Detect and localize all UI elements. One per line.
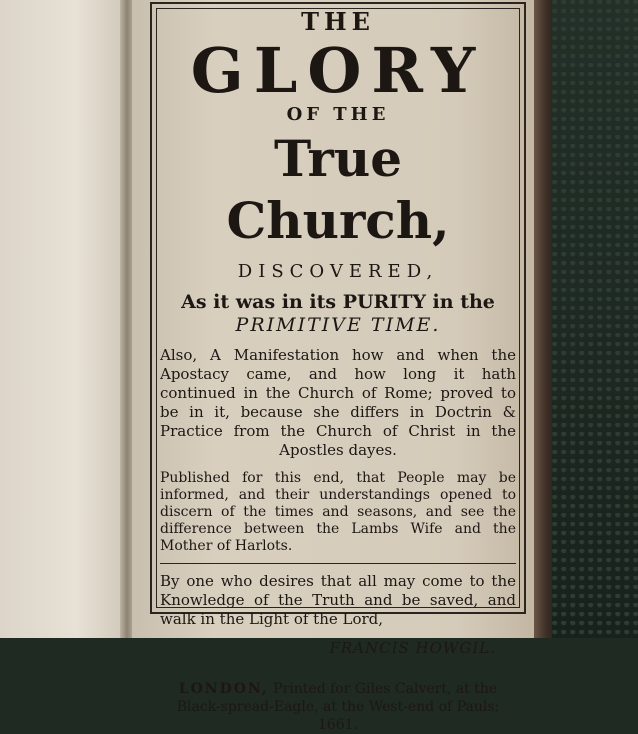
title-of-the: OF THE: [286, 104, 390, 125]
divider-rule: [160, 563, 516, 564]
author-name: FRANCIS HOWGIL.: [329, 639, 496, 657]
imprint-city: LONDON,: [178, 681, 269, 697]
title-true-church: True Church,: [226, 129, 450, 250]
book-cover-edge: [534, 0, 554, 638]
title-glory: GLORY: [190, 34, 486, 107]
imprint-text: Printed for Giles Calvert, at the Black-spread-Eagle, at the West-end of Pauls; 1661.: [176, 681, 500, 733]
title-discovered: DISCOVERED,: [237, 261, 439, 282]
green-cloth-background: [552, 0, 638, 638]
paragraph-apostacy: Also, A Manifestation how and when the Apostacy came, and how long it hath continued in the Church of Rome; proved to be in it, because she differs in Doctrin & Practice from the Church of Christ in the Apostles dayes.: [160, 346, 516, 459]
imprint-rule: [160, 673, 516, 674]
title-the: THE: [301, 7, 375, 36]
paragraph-by-one: By one who desires that all may come to the Knowledge of the Truth and be saved, and walk in the Light of the Lord,: [160, 572, 516, 628]
title-primitive-time: PRIMITIVE TIME.: [235, 314, 441, 336]
imprint: [160, 680, 516, 734]
paragraph-published: Published for this end, that People may be informed, and their understandings opened to discern of the times and seasons, and see the difference between the Lambs Wife and the Mother of Harlots.: [160, 470, 516, 554]
title-page-text: [160, 8, 516, 734]
left-page: [0, 0, 128, 638]
title-purity-line: As it was in its PURITY in the: [181, 291, 495, 313]
